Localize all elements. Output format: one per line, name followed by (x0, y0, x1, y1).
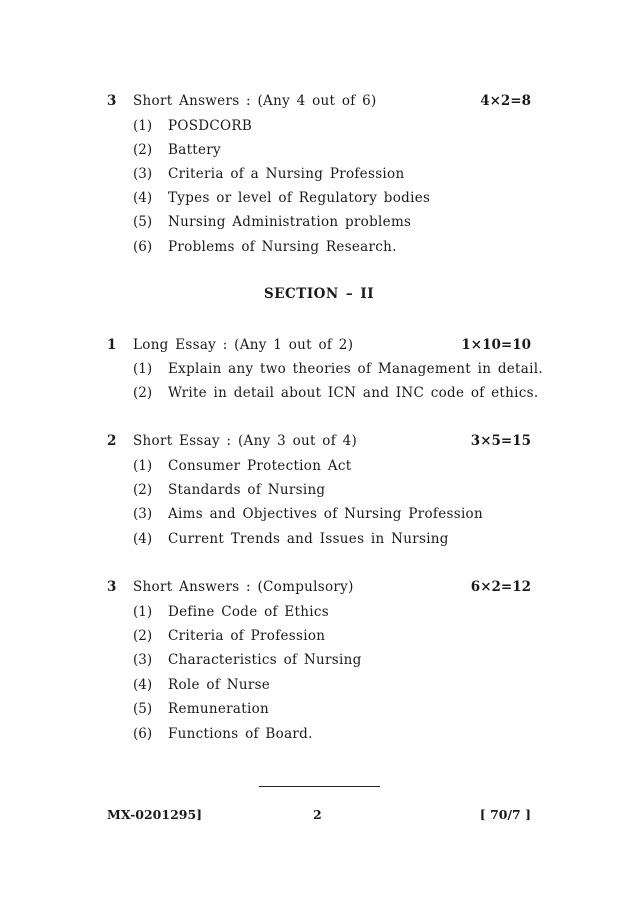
question-s2-q3 (107, 577, 531, 597)
item-number: (6) (133, 239, 153, 255)
question-marks: 1×10=10 (461, 337, 531, 353)
question-title: Short Answers : (Any 4 out of 6) (133, 93, 377, 109)
section-heading: SECTION – II (263, 286, 375, 302)
item-number: (1) (133, 458, 153, 474)
item-number: (3) (133, 166, 153, 182)
question-title: Long Essay : (Any 1 out of 2) (133, 337, 354, 353)
item-text: Criteria of Profession (168, 628, 326, 644)
item-number: (4) (133, 677, 153, 693)
item-text: Battery (168, 142, 221, 158)
item-text: Characteristics of Nursing (168, 652, 362, 668)
footer-page-number: 2 (313, 807, 322, 822)
item-text: Remuneration (168, 701, 270, 717)
item-number: (2) (133, 142, 153, 158)
item-text: POSDCORB (168, 118, 253, 134)
question-number: 2 (107, 433, 117, 449)
question-marks: 6×2=12 (470, 579, 531, 595)
footer-reference: [ 70/7 ] (479, 807, 531, 822)
question-number: 3 (107, 93, 117, 109)
item-number: (1) (133, 118, 153, 134)
question-number: 1 (107, 337, 117, 353)
question-number: 3 (107, 579, 117, 595)
item-number: (1) (133, 361, 153, 377)
item-number: (2) (133, 385, 153, 401)
question-s2-q2 (107, 431, 531, 451)
question-marks: 4×2=8 (480, 93, 531, 109)
question-title: Short Essay : (Any 3 out of 4) (133, 433, 358, 449)
item-number: (4) (133, 190, 153, 206)
question-s1-q3 (107, 91, 531, 111)
item-text: Criteria of a Nursing Profession (168, 166, 405, 182)
item-number: (6) (133, 726, 153, 742)
item-text: Consumer Protection Act (168, 458, 352, 474)
item-number: (2) (133, 628, 153, 644)
item-number: (5) (133, 214, 153, 230)
item-number: (1) (133, 604, 153, 620)
item-text: Write in detail about ICN and INC code of ethics. (168, 385, 539, 401)
item-number: (5) (133, 701, 153, 717)
item-text: Aims and Objectives of Nursing Profession (168, 506, 483, 522)
item-text: Standards of Nursing (168, 482, 326, 498)
item-text: Role of Nurse (168, 677, 271, 693)
footer-paper-code: MX-0201295] (107, 807, 203, 822)
item-text: Current Trends and Issues in Nursing (168, 531, 449, 547)
end-rule-divider (259, 786, 380, 787)
question-s2-q1 (107, 335, 531, 355)
item-text: Functions of Board. (168, 726, 313, 742)
item-number: (4) (133, 531, 153, 547)
item-text: Types or level of Regulatory bodies (168, 190, 431, 206)
question-marks: 3×5=15 (470, 433, 531, 449)
item-text: Define Code of Ethics (168, 604, 329, 620)
item-number: (3) (133, 652, 153, 668)
item-text: Explain any two theories of Management in detail. (168, 361, 543, 377)
item-number: (2) (133, 482, 153, 498)
item-number: (3) (133, 506, 153, 522)
item-text: Nursing Administration problems (168, 214, 412, 230)
item-text: Problems of Nursing Research. (168, 239, 397, 255)
question-title: Short Answers : (Compulsory) (133, 579, 354, 595)
